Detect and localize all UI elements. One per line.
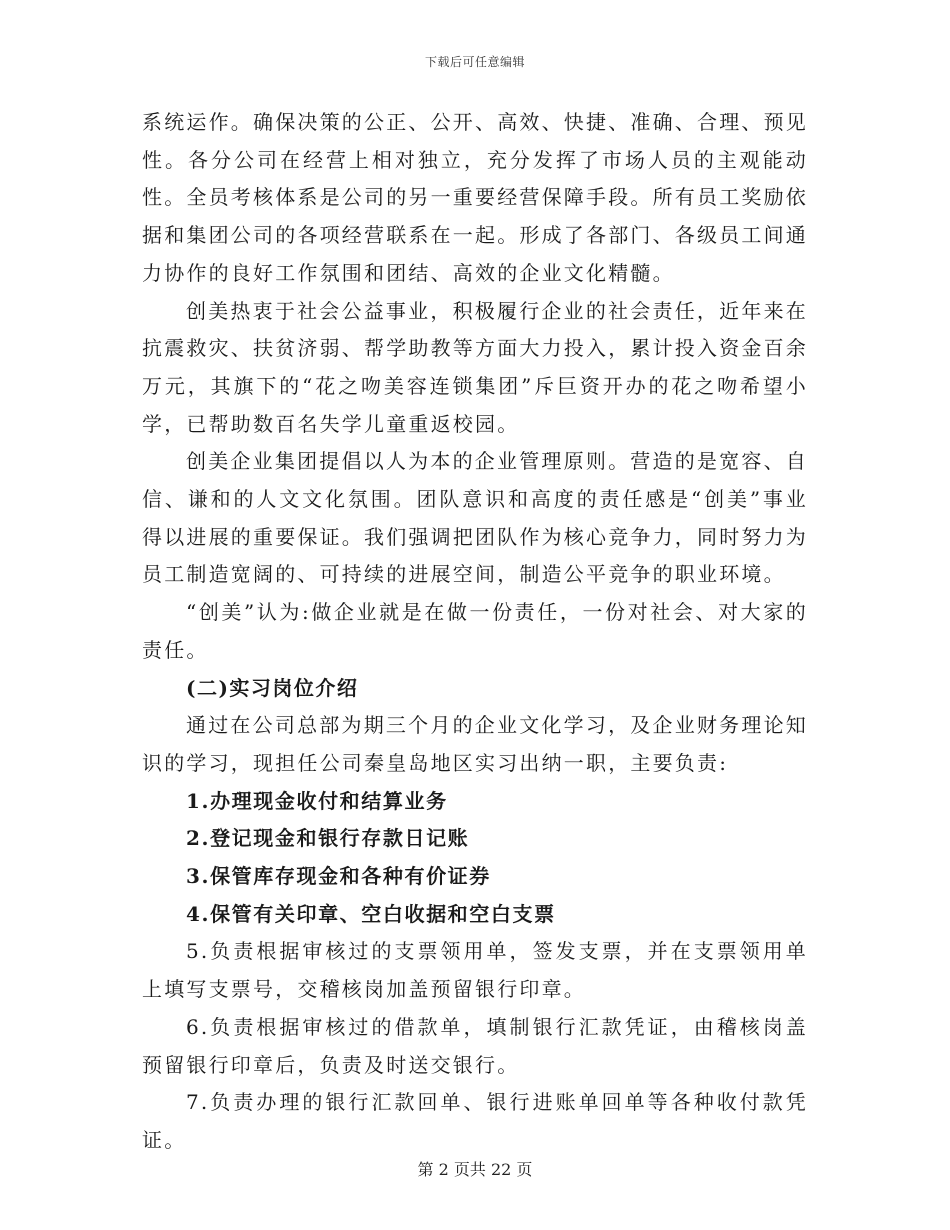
duty-item-3: 3.保管库存现金和各种有价证券: [186, 864, 491, 889]
section-heading: (二)实习岗位介绍: [186, 675, 359, 700]
document-body: [142, 104, 808, 1160]
duty-item-2: 2.登记现金和银行存款日记账: [186, 826, 470, 851]
duty-item-7: 7.负责办理的银行汇款回单、银行进账单回单等各种收付款凭证。: [142, 1090, 808, 1152]
page-footer: 第 2 页共 22 页: [417, 1160, 533, 1179]
duty-item-4: 4.保管有关印章、空白收据和空白支票: [186, 901, 556, 926]
paragraph-responsibility: “创美”认为:做企业就是在做一份责任，一份对社会、对大家的责任。: [142, 600, 808, 662]
paragraph-management-principle: 创美企业集团提倡以人为本的企业管理原则。营造的是宽容、自信、谦和的人文文化氛围。团队意识和高度的责任感是“创美”事业得以进展的重要保证。我们强调把团队作为核心竞争力，同时努力为员工制造宽阔的、可持续的进展空间，制造公平竞争的职业环境。: [142, 449, 808, 587]
page-header: 下载后可任意编辑: [424, 55, 525, 69]
duty-item-1: 1.办理现金收付和结算业务: [186, 788, 448, 813]
paragraph-continuation: 系统运作。确保决策的公正、公开、高效、快捷、准确、合理、预见性。各分公司在经营上相对独立，充分发挥了市场人员的主观能动性。全员考核体系是公司的另一重要经营保障手段。所有员工奖励依据和集团公司的各项经营联系在一起。形成了各部门、各级员工间通力协作的良好工作氛围和团结、高效的企业文化精髓。: [142, 110, 808, 285]
paragraph-public-welfare: 创美热衷于社会公益事业，积极履行企业的社会责任，近年来在抗震救灾、扶贫济弱、帮学助教等方面大力投入，累计投入资金百余万元，其旗下的“花之吻美容连锁集团”斥巨资开办的花之吻希望小学，已帮助数百名失学儿童重返校园。: [142, 298, 808, 436]
duty-item-6: 6.负责根据审核过的借款单，填制银行汇款凭证，由稽核岗盖预留银行印章后，负责及时送交银行。: [142, 1014, 808, 1077]
duty-item-5: 5.负责根据审核过的支票领用单，签发支票，并在支票领用单上填写支票号，交稽核岗加盖预留银行印章。: [142, 939, 808, 1002]
paragraph-internship-intro: 通过在公司总部为期三个月的企业文化学习，及企业财务理论知识的学习，现担任公司秦皇岛地区实习出纳一职，主要负责:: [142, 713, 808, 775]
